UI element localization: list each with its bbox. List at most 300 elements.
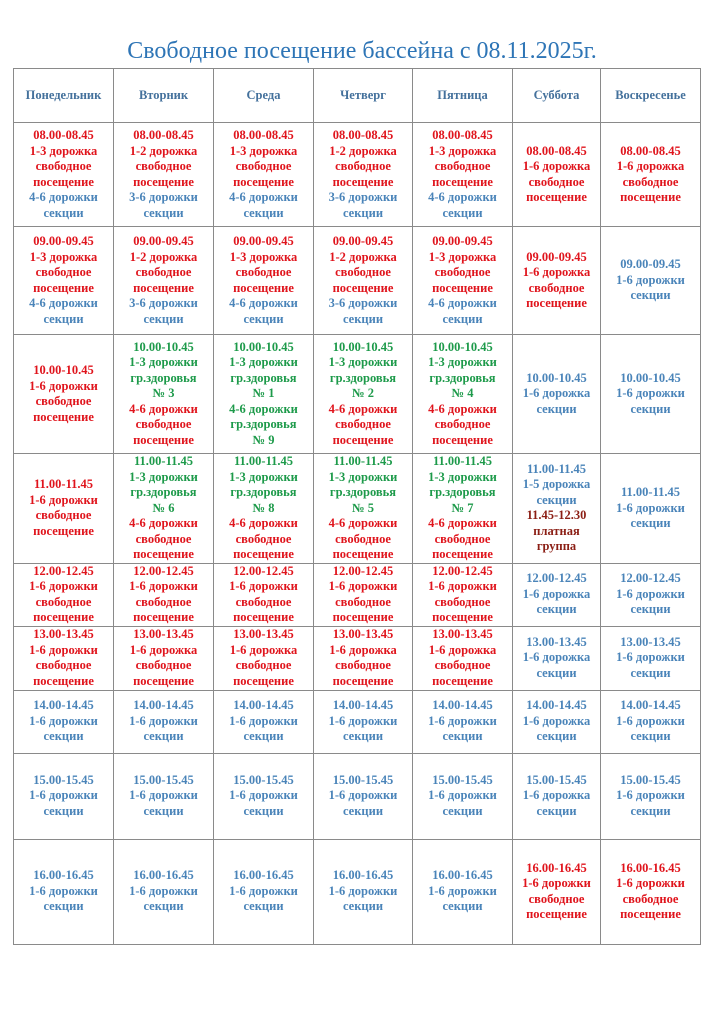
- slot-line: гр.здоровья: [329, 485, 397, 499]
- slot-line: 4-6 дорожки: [328, 516, 398, 530]
- slot-cell-thursday: [314, 335, 413, 454]
- slot-time: 10.00-10.45: [33, 363, 94, 377]
- slot-time: 12.00-12.45: [233, 563, 294, 578]
- slot-time: 14.00-14.45: [133, 698, 194, 713]
- slot-time: 16.00-16.45: [526, 860, 587, 875]
- slot-time: 08.00-08.45: [133, 128, 194, 142]
- slot-line: свободное: [528, 280, 585, 295]
- slot-line: 4-6 дорожки: [229, 296, 298, 310]
- slot-line: посещение: [432, 610, 493, 624]
- slot-cell-thursday: [314, 753, 413, 839]
- slot-time: 13.00-13.45: [33, 627, 94, 641]
- slot-cell-friday: [413, 454, 513, 564]
- slot-line: 1-3 дорожка: [428, 249, 497, 264]
- slot-line: секции: [630, 665, 671, 680]
- slot-line: гр.здоровья: [230, 370, 297, 385]
- slot-line: свободное: [235, 265, 292, 279]
- slot-line: секции: [143, 729, 184, 744]
- slot-line: 1-6 дорожки: [616, 586, 685, 601]
- slot-line: посещение: [432, 547, 493, 561]
- slot-line: 1-6 дорожки: [129, 883, 198, 898]
- slot-line: 1-6 дорожка: [522, 586, 591, 601]
- slot-cell-friday: [413, 753, 513, 839]
- slot-line: секции: [43, 899, 84, 914]
- slot-time: 13.00-13.45: [526, 634, 587, 649]
- slot-time: 10.00-10.45: [620, 370, 681, 385]
- schedule-row: [14, 563, 701, 626]
- slot-line: 1-6 дорожки: [229, 788, 298, 803]
- slot-line: посещение: [33, 280, 94, 295]
- slot-cell-sunday: [601, 839, 701, 944]
- slot-line: 1-6 дорожки: [428, 788, 497, 803]
- slot-line: секции: [442, 729, 483, 744]
- slot-line: № 7: [451, 500, 474, 515]
- slot-line: № 8: [252, 500, 275, 515]
- slot-line: свободное: [528, 174, 585, 189]
- slot-line: свободное: [434, 417, 491, 432]
- slot-cell-wednesday: [214, 454, 314, 564]
- slot-cell-tuesday: [114, 690, 214, 753]
- slot-line: 1-6 дорожки: [29, 492, 98, 507]
- slot-time: 15.00-15.45: [233, 772, 294, 787]
- slot-line: посещение: [33, 174, 94, 189]
- slot-line: № 9: [252, 432, 275, 447]
- slot-line: 1-3 дорожка: [428, 143, 497, 158]
- slot-line: свободное: [622, 891, 679, 906]
- header-wednesday: Среда: [214, 69, 314, 123]
- slot-cell-wednesday: [214, 563, 314, 626]
- slot-line: 1-3 дорожка: [229, 143, 298, 158]
- slot-line: секции: [243, 729, 284, 744]
- slot-line: секции: [243, 803, 284, 818]
- slot-line: 1-3 дорожка: [29, 249, 98, 264]
- slot-line: 1-6 дорожки: [428, 713, 497, 728]
- slot-line: 3-6 дорожки: [129, 190, 198, 204]
- slot-line: свободное: [528, 891, 585, 906]
- schedule-row: [14, 335, 701, 454]
- slot-cell-saturday: [513, 690, 601, 753]
- slot-line: 1-3 дорожки: [129, 355, 198, 370]
- schedule-row: [14, 839, 701, 944]
- slot-time: 12.00-12.45: [432, 563, 493, 578]
- slot-cell-wednesday: [214, 335, 314, 454]
- slot-line: свободное: [135, 265, 192, 279]
- schedule-row: [14, 123, 701, 227]
- slot-line: группа: [536, 539, 577, 554]
- slot-line: гр.здоровья: [130, 485, 197, 499]
- slot-line: 1-6 дорожки: [616, 788, 685, 803]
- slot-line: свободное: [434, 658, 491, 672]
- slot-line: свободное: [335, 658, 391, 672]
- slot-line: 1-6 дорожки: [328, 788, 398, 803]
- slot-line: секции: [43, 803, 84, 818]
- slot-cell-saturday: [513, 454, 601, 564]
- slot-cell-wednesday: [214, 690, 314, 753]
- slot-line: свободное: [135, 159, 192, 173]
- slot-line: секции: [243, 205, 284, 220]
- slot-line: секции: [630, 729, 671, 744]
- slot-line: посещение: [332, 547, 394, 561]
- slot-cell-monday: [14, 753, 114, 839]
- slot-line: 1-6 дорожки: [229, 713, 298, 728]
- slot-line: № 2: [352, 386, 374, 401]
- slot-line: секции: [536, 602, 577, 617]
- slot-time: 12.00-12.45: [526, 571, 587, 586]
- header-tuesday: Вторник: [114, 69, 214, 123]
- slot-line: посещение: [33, 409, 94, 424]
- slot-line: секции: [442, 205, 483, 220]
- slot-time: 16.00-16.45: [133, 868, 194, 883]
- slot-cell-saturday: [513, 839, 601, 944]
- slot-line: посещение: [526, 907, 587, 921]
- slot-line: 1-6 дорожки: [616, 500, 685, 515]
- slot-line: свободное: [335, 531, 391, 546]
- slot-cell-tuesday: [114, 839, 214, 944]
- slot-line: посещение: [332, 174, 394, 189]
- slot-cell-sunday: [601, 227, 701, 335]
- slot-line: № 3: [152, 386, 175, 401]
- slot-time: 09.00-09.45: [33, 234, 94, 248]
- schedule-row: [14, 626, 701, 690]
- slot-line: 4-6 дорожки: [129, 401, 198, 416]
- slot-time: 14.00-14.45: [233, 698, 294, 713]
- slot-line: посещение: [233, 547, 294, 561]
- slot-line: секции: [630, 401, 671, 416]
- slot-time: 09.00-09.45: [233, 234, 294, 248]
- slot-cell-thursday: [314, 690, 413, 753]
- slot-line: секции: [43, 729, 84, 744]
- slot-line: 1-2 дорожка: [129, 249, 198, 264]
- slot-line: посещение: [133, 280, 194, 295]
- slot-cell-friday: [413, 839, 513, 944]
- slot-line: 1-6 дорожки: [129, 579, 198, 593]
- slot-time: 10.00-10.45: [133, 339, 194, 354]
- slot-line: 1-3 дорожки: [328, 469, 398, 484]
- slot-line: 11.45-12.30: [526, 508, 587, 523]
- slot-cell-tuesday: [114, 626, 214, 690]
- slot-line: посещение: [620, 907, 681, 921]
- slot-line: посещение: [233, 280, 294, 295]
- slot-line: посещение: [33, 673, 94, 688]
- slot-line: 1-6 дорожка: [522, 265, 591, 279]
- slot-line: свободное: [135, 531, 192, 546]
- slot-time: 11.00-11.45: [620, 485, 681, 499]
- slot-line: 1-6 дорожки: [522, 876, 591, 890]
- slot-line: 3-6 дорожки: [328, 190, 398, 204]
- slot-line: 4-6 дорожки: [229, 516, 298, 530]
- slot-time: 11.00-11.45: [432, 454, 493, 468]
- slot-time: 16.00-16.45: [432, 868, 493, 883]
- slot-line: посещение: [432, 432, 493, 447]
- slot-time: 15.00-15.45: [332, 772, 394, 787]
- slot-cell-tuesday: [114, 454, 214, 564]
- slot-line: 1-2 дорожка: [329, 143, 397, 158]
- slot-time: 15.00-15.45: [133, 772, 194, 787]
- slot-line: посещение: [33, 523, 94, 538]
- slot-line: 1-6 дорожки: [616, 713, 685, 728]
- slot-cell-wednesday: [214, 227, 314, 335]
- slot-time: 10.00-10.45: [432, 339, 493, 354]
- slot-time: 08.00-08.45: [332, 128, 394, 142]
- slot-line: свободное: [135, 658, 192, 672]
- slot-line: 1-6 дорожки: [229, 579, 298, 593]
- slot-cell-saturday: [513, 626, 601, 690]
- slot-time: 13.00-13.45: [332, 627, 394, 641]
- slot-line: 1-6 дорожка: [616, 159, 685, 173]
- slot-line: свободное: [35, 159, 92, 173]
- slot-line: 1-3 дорожка: [229, 249, 298, 264]
- slot-line: 4-6 дорожки: [428, 516, 497, 530]
- slot-time: 16.00-16.45: [620, 860, 681, 875]
- slot-line: гр.здоровья: [230, 417, 297, 432]
- slot-time: 12.00-12.45: [133, 563, 194, 578]
- slot-line: 1-6 дорожка: [522, 650, 591, 665]
- slot-line: свободное: [434, 594, 491, 609]
- slot-line: 1-6 дорожки: [29, 378, 98, 393]
- slot-time: 15.00-15.45: [33, 772, 94, 787]
- page-title: Свободное посещение бассейна с 08.11.2025г.: [127, 38, 597, 64]
- slot-line: 1-6 дорожки: [616, 272, 685, 287]
- slot-line: 1-6 дорожки: [616, 876, 685, 890]
- slot-line: посещение: [432, 280, 493, 295]
- slot-line: посещение: [133, 610, 194, 624]
- slot-cell-wednesday: [214, 123, 314, 227]
- slot-cell-sunday: [601, 563, 701, 626]
- slot-time: 12.00-12.45: [620, 571, 681, 586]
- slot-time: 14.00-14.45: [332, 698, 394, 713]
- slot-line: посещение: [332, 280, 394, 295]
- slot-line: 1-6 дорожки: [616, 650, 685, 665]
- slot-time: 09.00-09.45: [133, 234, 194, 248]
- slot-line: секции: [243, 899, 284, 914]
- slot-line: секции: [143, 311, 184, 326]
- slot-cell-monday: [14, 335, 114, 454]
- slot-cell-tuesday: [114, 753, 214, 839]
- slot-cell-friday: [413, 690, 513, 753]
- slot-line: свободное: [135, 417, 192, 432]
- slot-time: 11.00-11.45: [333, 454, 393, 468]
- slot-line: 4-6 дорожки: [428, 401, 497, 416]
- slot-line: посещение: [332, 432, 394, 447]
- slot-cell-wednesday: [214, 753, 314, 839]
- slot-line: свободное: [335, 417, 391, 432]
- slot-line: свободное: [335, 159, 391, 173]
- slot-line: 1-3 дорожки: [129, 469, 198, 484]
- slot-line: гр.здоровья: [429, 485, 496, 499]
- slot-line: секции: [536, 665, 577, 680]
- slot-time: 13.00-13.45: [620, 634, 681, 649]
- slot-line: 1-6 дорожка: [522, 788, 591, 803]
- header-friday: Пятница: [413, 69, 513, 123]
- slot-cell-thursday: [314, 123, 413, 227]
- slot-cell-thursday: [314, 454, 413, 564]
- slot-line: гр.здоровья: [230, 485, 297, 499]
- slot-line: № 5: [352, 500, 374, 515]
- slot-cell-monday: [14, 839, 114, 944]
- slot-line: секции: [630, 288, 671, 303]
- slot-line: 4-6 дорожки: [229, 401, 298, 416]
- slot-line: № 4: [451, 386, 474, 401]
- slot-cell-wednesday: [214, 839, 314, 944]
- slot-line: № 1: [252, 386, 275, 401]
- slot-line: секции: [536, 401, 577, 416]
- slot-line: 1-6 дорожка: [329, 642, 397, 657]
- slot-line: посещение: [33, 610, 94, 624]
- slot-line: посещение: [332, 673, 394, 688]
- slot-line: 4-6 дорожки: [29, 296, 98, 310]
- slot-line: 1-2 дорожка: [329, 249, 397, 264]
- slot-line: 1-6 дорожка: [522, 713, 591, 728]
- slot-line: 4-6 дорожки: [328, 401, 398, 416]
- slot-line: свободное: [35, 658, 92, 672]
- slot-line: свободное: [35, 394, 92, 408]
- slot-line: свободное: [35, 508, 92, 523]
- slot-line: посещение: [526, 190, 587, 204]
- slot-line: секции: [243, 311, 284, 326]
- slot-line: секции: [143, 899, 184, 914]
- slot-line: свободное: [235, 658, 292, 672]
- slot-line: секции: [536, 492, 577, 507]
- slot-line: 1-6 дорожка: [129, 642, 198, 657]
- slot-time: 11.00-11.45: [133, 454, 194, 468]
- slot-line: 1-6 дорожки: [29, 883, 98, 898]
- slot-line: 1-6 дорожка: [522, 386, 591, 401]
- slot-cell-monday: [14, 563, 114, 626]
- slot-line: № 6: [152, 500, 175, 515]
- slot-line: секции: [630, 602, 671, 617]
- slot-line: 1-6 дорожки: [428, 883, 497, 898]
- slot-cell-tuesday: [114, 335, 214, 454]
- slot-time: 09.00-09.45: [432, 234, 493, 248]
- slot-cell-thursday: [314, 839, 413, 944]
- slot-time: 09.00-09.45: [332, 234, 394, 248]
- slot-line: свободное: [622, 174, 679, 189]
- slot-time: 09.00-09.45: [526, 249, 587, 264]
- slot-time: 16.00-16.45: [33, 868, 94, 883]
- slot-time: 13.00-13.45: [233, 627, 294, 641]
- slot-time: 14.00-14.45: [526, 698, 587, 713]
- slot-line: секции: [342, 311, 384, 326]
- slot-cell-monday: [14, 227, 114, 335]
- slot-line: секции: [630, 516, 671, 530]
- slot-line: посещение: [233, 673, 294, 688]
- slot-cell-saturday: [513, 227, 601, 335]
- slot-line: 1-3 дорожки: [328, 355, 398, 370]
- slot-line: 3-6 дорожки: [328, 296, 398, 310]
- slot-cell-sunday: [601, 454, 701, 564]
- slot-time: 10.00-10.45: [526, 370, 587, 385]
- slot-cell-friday: [413, 626, 513, 690]
- slot-line: 1-2 дорожка: [129, 143, 198, 158]
- slot-line: 1-6 дорожки: [129, 788, 198, 803]
- header-monday: Понедельник: [14, 69, 114, 123]
- slot-time: 14.00-14.45: [33, 698, 94, 713]
- slot-line: 1-6 дорожки: [328, 713, 398, 728]
- slot-line: свободное: [135, 594, 192, 609]
- slot-cell-sunday: [601, 123, 701, 227]
- schedule-table: [13, 68, 701, 945]
- slot-line: 1-3 дорожки: [229, 469, 298, 484]
- slot-line: секции: [342, 729, 384, 744]
- header-row: [14, 69, 701, 123]
- schedule-row: [14, 690, 701, 753]
- slot-line: 1-5 дорожка: [522, 477, 591, 492]
- slot-time: 12.00-12.45: [33, 563, 94, 578]
- slot-line: секции: [536, 729, 577, 744]
- slot-line: секции: [143, 205, 184, 220]
- slot-time: 08.00-08.45: [620, 143, 681, 158]
- schedule-row: [14, 753, 701, 839]
- slot-line: платная: [533, 523, 580, 538]
- slot-time: 08.00-08.45: [233, 128, 294, 142]
- slot-line: свободное: [35, 265, 92, 279]
- slot-line: 1-6 дорожки: [328, 579, 398, 593]
- slot-time: 16.00-16.45: [332, 868, 394, 883]
- schedule-row: [14, 227, 701, 335]
- slot-line: 1-6 дорожка: [522, 159, 591, 173]
- slot-line: посещение: [526, 296, 587, 310]
- slot-line: свободное: [335, 265, 391, 279]
- slot-time: 12.00-12.45: [332, 563, 394, 578]
- slot-cell-saturday: [513, 335, 601, 454]
- slot-time: 13.00-13.45: [432, 627, 493, 641]
- slot-cell-friday: [413, 227, 513, 335]
- slot-cell-tuesday: [114, 123, 214, 227]
- slot-cell-thursday: [314, 626, 413, 690]
- slot-line: свободное: [434, 159, 491, 173]
- slot-line: секции: [442, 899, 483, 914]
- slot-cell-monday: [14, 454, 114, 564]
- slot-cell-friday: [413, 123, 513, 227]
- slot-line: посещение: [620, 190, 681, 204]
- slot-time: 14.00-14.45: [432, 698, 493, 713]
- slot-time: 08.00-08.45: [432, 128, 493, 142]
- slot-time: 16.00-16.45: [233, 868, 294, 883]
- slot-time: 15.00-15.45: [432, 772, 493, 787]
- slot-cell-monday: [14, 626, 114, 690]
- slot-line: 3-6 дорожки: [129, 296, 198, 310]
- slot-line: свободное: [434, 531, 491, 546]
- slot-line: секции: [442, 803, 483, 818]
- slot-line: свободное: [434, 265, 491, 279]
- slot-line: посещение: [432, 673, 493, 688]
- slot-line: секции: [43, 311, 84, 326]
- slot-line: 4-6 дорожки: [129, 516, 198, 530]
- slot-cell-thursday: [314, 563, 413, 626]
- slot-line: 1-3 дорожки: [428, 469, 497, 484]
- slot-line: 4-6 дорожки: [229, 190, 298, 204]
- slot-line: посещение: [233, 174, 294, 189]
- slot-cell-sunday: [601, 335, 701, 454]
- slot-line: 1-6 дорожки: [29, 642, 98, 657]
- slot-time: 14.00-14.45: [620, 698, 681, 713]
- slot-line: секции: [342, 803, 384, 818]
- slot-cell-sunday: [601, 753, 701, 839]
- slot-cell-sunday: [601, 626, 701, 690]
- slot-line: гр.здоровья: [429, 370, 496, 385]
- slot-cell-saturday: [513, 753, 601, 839]
- header-saturday: Суббота: [513, 69, 601, 123]
- slot-time: 10.00-10.45: [332, 339, 394, 354]
- slot-line: посещение: [233, 610, 294, 624]
- slot-time: 09.00-09.45: [620, 257, 681, 272]
- slot-cell-monday: [14, 123, 114, 227]
- slot-cell-tuesday: [114, 563, 214, 626]
- slot-time: 11.00-11.45: [33, 477, 94, 492]
- slot-time: 13.00-13.45: [133, 627, 194, 641]
- slot-cell-sunday: [601, 690, 701, 753]
- slot-line: посещение: [133, 673, 194, 688]
